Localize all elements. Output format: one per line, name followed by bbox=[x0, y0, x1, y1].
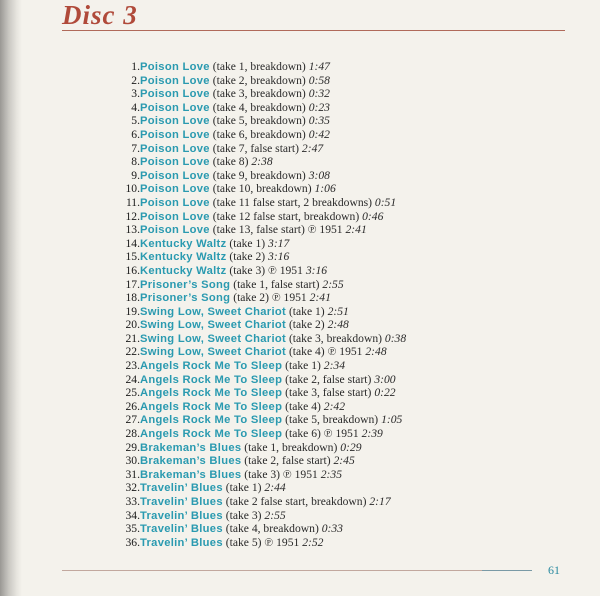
track-item bbox=[108, 413, 406, 427]
track-title: Angels Rock Me To Sleep bbox=[140, 428, 283, 441]
track-detail: (take 1) bbox=[229, 236, 266, 250]
track-duration: 2:41 bbox=[345, 223, 367, 237]
track-detail: (take 9, breakdown) bbox=[212, 168, 306, 182]
footer-rule-right bbox=[482, 570, 532, 571]
page-number: 61 bbox=[548, 563, 560, 577]
track-detail: (take 1, false start) bbox=[233, 277, 320, 291]
track-item bbox=[108, 481, 406, 495]
track-duration: 0:42 bbox=[308, 127, 330, 141]
track-title: Prisoner’s Song bbox=[140, 278, 231, 291]
track-duration: 3:08 bbox=[308, 168, 330, 182]
track-detail: (take 2) bbox=[288, 318, 325, 332]
track-detail: (take 6) ℗ 1951 bbox=[285, 427, 359, 441]
track-detail: (take 3, breakdown) bbox=[288, 331, 382, 345]
track-duration: 1:05 bbox=[381, 413, 403, 427]
track-number: 28. bbox=[125, 427, 140, 441]
track-number: 31. bbox=[125, 467, 140, 481]
track-detail: (take 13, false start) ℗ 1951 bbox=[212, 223, 343, 237]
track-title: Swing Low, Sweet Chariot bbox=[140, 346, 287, 359]
track-number: 14. bbox=[125, 236, 140, 250]
track-duration: 2:48 bbox=[365, 345, 387, 359]
track-number: 7. bbox=[131, 141, 140, 155]
track-number: 1. bbox=[131, 60, 140, 73]
track-detail: (take 3) bbox=[225, 508, 262, 522]
track-item bbox=[108, 114, 406, 128]
track-number: 6. bbox=[131, 127, 140, 141]
track-number: 22. bbox=[125, 345, 140, 359]
track-duration: 2:44 bbox=[264, 481, 286, 495]
track-duration: 2:42 bbox=[323, 399, 346, 413]
track-number: 26. bbox=[125, 399, 140, 413]
track-title: Kentucky Waltz bbox=[140, 237, 227, 250]
track-detail: (take 2) bbox=[229, 250, 266, 264]
track-duration: 2:48 bbox=[327, 318, 349, 332]
track-duration: 3:16 bbox=[305, 263, 328, 277]
track-detail: (take 5, breakdown) bbox=[285, 413, 379, 427]
track-item bbox=[108, 400, 406, 414]
track-title: Poison Love bbox=[140, 115, 210, 128]
track-duration: 1:47 bbox=[308, 60, 330, 73]
track-duration: 2:39 bbox=[361, 427, 383, 441]
track-title: Poison Love bbox=[140, 101, 210, 114]
track-item bbox=[108, 278, 406, 292]
track-number: 19. bbox=[125, 304, 140, 318]
track-title: Angels Rock Me To Sleep bbox=[140, 387, 283, 400]
track-item bbox=[108, 210, 406, 224]
track-detail: (take 1) bbox=[225, 481, 262, 495]
track-item bbox=[108, 237, 406, 251]
track-item bbox=[108, 264, 406, 278]
track-title: Poison Love bbox=[140, 61, 210, 73]
track-item bbox=[108, 101, 406, 115]
track-title: Travelin’ Blues bbox=[140, 509, 223, 522]
track-title: Kentucky Waltz bbox=[140, 251, 227, 264]
track-detail: (take 3) ℗ 1951 bbox=[229, 263, 303, 277]
track-number: 17. bbox=[125, 277, 140, 291]
track-item bbox=[108, 345, 406, 359]
track-item bbox=[108, 454, 406, 468]
track-detail: (take 2 false start, breakdown) bbox=[225, 495, 367, 508]
track-duration: 0:38 bbox=[384, 331, 407, 345]
track-number: 4. bbox=[131, 100, 140, 114]
track-number: 5. bbox=[131, 114, 140, 128]
track-item bbox=[108, 169, 406, 183]
disc-heading: Disc 3 bbox=[62, 0, 138, 30]
track-number: 15. bbox=[125, 250, 140, 264]
track-duration: 2:45 bbox=[333, 454, 355, 468]
track-title: Angels Rock Me To Sleep bbox=[140, 400, 283, 413]
track-detail: (take 4, breakdown) bbox=[225, 522, 319, 536]
track-duration: 0:51 bbox=[374, 195, 397, 209]
track-item bbox=[108, 468, 406, 482]
track-title: Poison Love bbox=[140, 128, 210, 141]
track-duration: 2:52 bbox=[302, 535, 324, 549]
track-title: Travelin’ Blues bbox=[140, 536, 223, 549]
track-duration: 0:33 bbox=[321, 522, 343, 536]
track-title: Swing Low, Sweet Chariot bbox=[140, 319, 287, 332]
track-title: Travelin’ Blues bbox=[140, 482, 223, 495]
track-duration: 0:32 bbox=[308, 87, 330, 101]
track-detail: (take 1) bbox=[285, 359, 321, 373]
track-title: Swing Low, Sweet Chariot bbox=[140, 305, 287, 318]
track-detail: (take 3, breakdown) bbox=[212, 87, 306, 101]
track-detail: (take 6, breakdown) bbox=[212, 127, 306, 141]
track-title: Poison Love bbox=[140, 74, 210, 87]
track-number: 3. bbox=[131, 87, 140, 101]
track-item bbox=[108, 196, 406, 210]
track-duration: 1:06 bbox=[314, 182, 336, 196]
track-number: 30. bbox=[125, 454, 140, 468]
track-item bbox=[108, 332, 406, 346]
track-detail: (take 1) bbox=[288, 304, 325, 318]
track-title: Poison Love bbox=[140, 224, 210, 237]
track-number: 12. bbox=[125, 209, 140, 223]
track-number: 21. bbox=[125, 331, 140, 345]
track-item bbox=[108, 182, 406, 196]
track-duration: 3:00 bbox=[374, 372, 396, 386]
track-number: 23. bbox=[125, 359, 140, 373]
track-item bbox=[108, 522, 406, 536]
track-item bbox=[108, 250, 406, 264]
track-duration: 0:35 bbox=[308, 114, 330, 128]
track-duration: 2:47 bbox=[301, 141, 324, 155]
track-item bbox=[108, 373, 406, 387]
track-title: Swing Low, Sweet Chariot bbox=[140, 332, 287, 345]
track-title: Travelin’ Blues bbox=[140, 523, 223, 536]
track-number: 29. bbox=[125, 440, 140, 454]
track-item bbox=[108, 142, 406, 156]
track-duration: 2:51 bbox=[327, 304, 349, 318]
track-item bbox=[108, 223, 406, 237]
track-duration: 2:38 bbox=[251, 155, 273, 169]
track-list bbox=[108, 60, 406, 549]
track-number: 27. bbox=[125, 413, 140, 427]
track-number: 11. bbox=[125, 195, 140, 209]
track-number: 10. bbox=[125, 182, 140, 196]
track-title: Travelin’ Blues bbox=[140, 496, 223, 508]
track-duration: 0:58 bbox=[308, 73, 330, 87]
track-item bbox=[108, 87, 406, 101]
heading-rule bbox=[62, 30, 565, 31]
track-number: 32. bbox=[125, 481, 140, 495]
footer-rule-left bbox=[62, 570, 482, 571]
track-duration: 0:22 bbox=[374, 386, 396, 400]
track-number: 20. bbox=[125, 318, 140, 332]
track-detail: (take 12 false start, breakdown) bbox=[212, 209, 360, 223]
track-detail: (take 2, breakdown) bbox=[212, 73, 306, 87]
track-number: 33. bbox=[125, 495, 140, 508]
track-detail: (take 4) bbox=[285, 399, 321, 413]
track-number: 36. bbox=[125, 535, 140, 549]
track-number: 35. bbox=[125, 522, 140, 536]
track-duration: 0:46 bbox=[362, 209, 384, 223]
track-duration: 0:23 bbox=[308, 100, 330, 114]
track-duration: 2:34 bbox=[323, 359, 346, 373]
track-title: Brakeman’s Blues bbox=[140, 441, 242, 454]
track-detail: (take 2, false start) bbox=[285, 372, 372, 386]
track-title: Prisoner’s Song bbox=[140, 292, 231, 305]
track-item bbox=[108, 427, 406, 441]
track-detail: (take 2, false start) bbox=[244, 454, 331, 468]
track-title: Kentucky Waltz bbox=[140, 264, 227, 277]
track-number: 13. bbox=[125, 223, 140, 237]
track-detail: (take 4) ℗ 1951 bbox=[288, 345, 363, 359]
track-detail: (take 3, false start) bbox=[285, 386, 372, 400]
track-duration: 2:55 bbox=[322, 277, 344, 291]
track-title: Angels Rock Me To Sleep bbox=[140, 414, 283, 427]
track-item bbox=[108, 155, 406, 169]
track-detail: (take 1, breakdown) bbox=[212, 60, 306, 73]
track-item bbox=[108, 305, 406, 319]
track-item bbox=[108, 291, 406, 305]
track-number: 16. bbox=[125, 263, 140, 277]
track-title: Poison Love bbox=[140, 142, 210, 155]
track-item bbox=[108, 359, 406, 373]
track-item bbox=[108, 60, 406, 74]
track-title: Poison Love bbox=[140, 156, 210, 169]
track-number: 34. bbox=[125, 508, 140, 522]
track-item bbox=[108, 495, 406, 509]
track-detail: (take 10, breakdown) bbox=[212, 182, 312, 196]
track-item bbox=[108, 509, 406, 523]
track-detail: (take 2) ℗ 1951 bbox=[233, 291, 307, 305]
track-item bbox=[108, 128, 406, 142]
track-title: Poison Love bbox=[140, 196, 210, 209]
track-title: Poison Love bbox=[140, 183, 210, 196]
track-duration: 2:41 bbox=[309, 291, 331, 305]
track-title: Angels Rock Me To Sleep bbox=[140, 373, 283, 386]
track-number: 8. bbox=[131, 155, 140, 169]
track-detail: (take 4, breakdown) bbox=[212, 100, 306, 114]
track-item bbox=[108, 386, 406, 400]
track-detail: (take 8) bbox=[212, 155, 249, 169]
track-title: Brakeman’s Blues bbox=[140, 468, 242, 481]
track-title: Brakeman’s Blues bbox=[140, 455, 242, 468]
track-duration: 2:55 bbox=[264, 508, 286, 522]
track-item bbox=[108, 441, 406, 455]
track-detail: (take 5, breakdown) bbox=[212, 114, 306, 128]
track-number: 9. bbox=[131, 168, 140, 182]
track-duration: 2:17 bbox=[369, 495, 391, 508]
track-detail: (take 3) ℗ 1951 bbox=[244, 467, 318, 481]
track-item bbox=[108, 536, 406, 550]
track-detail: (take 5) ℗ 1951 bbox=[225, 535, 300, 549]
track-number: 24. bbox=[125, 372, 140, 386]
track-duration: 2:35 bbox=[320, 467, 342, 481]
track-detail: (take 7, false start) bbox=[212, 141, 300, 155]
track-number: 2. bbox=[131, 73, 140, 87]
track-item bbox=[108, 318, 406, 332]
track-number: 25. bbox=[125, 386, 140, 400]
track-duration: 3:17 bbox=[268, 236, 290, 250]
book-spine-shadow bbox=[0, 0, 22, 596]
track-item bbox=[108, 74, 406, 88]
track-title: Poison Love bbox=[140, 210, 210, 223]
track-number: 18. bbox=[125, 291, 140, 305]
track-title: Poison Love bbox=[140, 88, 210, 101]
track-title: Angels Rock Me To Sleep bbox=[140, 360, 283, 373]
track-title: Poison Love bbox=[140, 169, 210, 182]
track-duration: 3:16 bbox=[268, 250, 290, 264]
track-detail: (take 11 false start, 2 breakdowns) bbox=[212, 195, 372, 209]
track-detail: (take 1, breakdown) bbox=[244, 440, 338, 454]
track-duration: 0:29 bbox=[340, 440, 362, 454]
